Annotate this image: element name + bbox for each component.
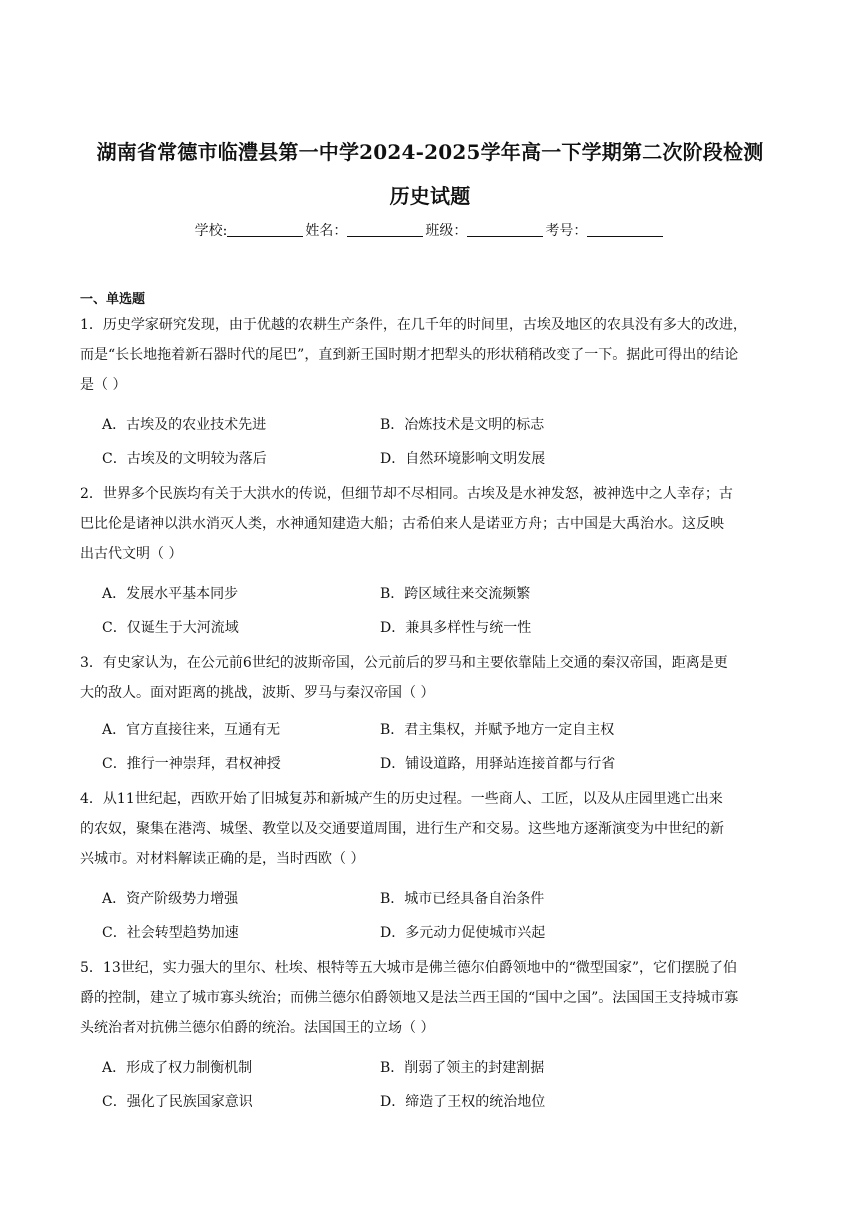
section-heading: 一、单选题 [80,292,146,307]
option-d[interactable]: D．铺设道路，用驿站连接首都与行省 [380,756,616,772]
option-b[interactable]: B．跨区域往来交流频繁 [380,586,531,602]
question-1 [80,310,782,400]
exam-number-label: 考号： [545,223,588,239]
exam-subject: 历史试题 [389,184,471,208]
name-label: 姓名： [305,223,348,239]
option-a[interactable]: A．资产阶级势力增强 [102,891,239,907]
question-line: 2．世界多个民族均有关于大洪水的传说，但细节却不尽相同。古埃及是水神发怒，被神选中之人幸存；古 [80,486,733,502]
class-label: 班级： [425,223,468,239]
question-line: 的农奴，聚集在港湾、城堡、教堂以及交通要道周围，进行生产和交易。这些地方逐渐演变为中世纪的新 [80,821,724,837]
exam-number-blank[interactable] [587,222,663,237]
question-3 [80,648,782,708]
name-blank[interactable] [347,222,423,237]
option-d[interactable]: D．多元动力促使城市兴起 [380,925,546,941]
option-d[interactable]: D．自然环境影响文明发展 [380,451,546,467]
option-c[interactable]: C．强化了民族国家意识 [102,1094,253,1110]
option-b[interactable]: B．冶炼技术是文明的标志 [380,417,545,433]
student-info-line [0,220,860,240]
option-c[interactable]: C．推行一神崇拜，君权神授 [102,756,281,772]
question-line: 兴城市。对材料解读正确的是，当时西欧（ ） [80,851,365,867]
option-c[interactable]: C．古埃及的文明较为落后 [102,451,267,467]
exam-title: 湖南省常德市临澧县第一中学2024-2025学年高一下学期第二次阶段检测 [96,140,764,164]
option-a[interactable]: A．官方直接往来，互通有无 [102,722,281,738]
school-blank[interactable] [227,222,303,237]
class-blank[interactable] [467,222,543,237]
option-a[interactable]: A．古埃及的农业技术先进 [102,417,267,433]
option-b[interactable]: B．城市已经具备自治条件 [380,891,545,907]
question-line: 而是“长长地拖着新石器时代的尾巴”，直到新王国时期才把犁头的形状稍稍改变了一下。据此可得出的结论 [80,347,739,363]
question-line: 头统治者对抗佛兰德尔伯爵的统治。法国国王的立场（ ） [80,1020,435,1036]
option-d[interactable]: D．兼具多样性与统一性 [380,620,532,636]
question-line: 4．从11世纪起，西欧开始了旧城复苏和新城产生的历史过程。一些商人、工匠，以及从庄园里逃亡出来 [80,791,723,807]
option-c[interactable]: C．社会转型趋势加速 [102,925,239,941]
question-2 [80,479,782,569]
option-b[interactable]: B．君主集权，并赋予地方一定自主权 [380,722,615,738]
option-a[interactable]: A．发展水平基本同步 [102,586,239,602]
question-line: 爵的控制，建立了城市寡头统治；而佛兰德尔伯爵领地又是法兰西王国的“国中之国”。法国国王支持城市寡 [80,990,739,1006]
option-c[interactable]: C．仅诞生于大河流域 [102,620,239,636]
question-5 [80,953,782,1043]
question-line: 大的敌人。面对距离的挑战，波斯、罗马与秦汉帝国（ ） [80,685,435,701]
option-b[interactable]: B．削弱了领主的封建割据 [380,1060,545,1076]
question-line: 5．13世纪，实力强大的里尔、杜埃、根特等五大城市是佛兰德尔伯爵领地中的“微型国家”，它们摆脱了伯 [80,960,738,976]
question-line: 3．有史家认为，在公元前6世纪的波斯帝国，公元前后的罗马和主要依靠陆上交通的秦汉帝国，距离是更 [80,655,728,671]
option-a[interactable]: A．形成了权力制衡机制 [102,1060,253,1076]
question-line: 1．历史学家研究发现，由于优越的农耕生产条件，在几千年的时间里，古埃及地区的农具没有多大的改进， [80,317,747,333]
question-4 [80,784,782,874]
option-d[interactable]: D．缔造了王权的统治地位 [380,1094,546,1110]
question-line: 出古代文明（ ） [80,546,183,562]
question-line: 巴比伦是诸神以洪水消灭人类，水神通知建造大船；古希伯来人是诺亚方舟；古中国是大禹治水。这反映 [80,516,724,532]
school-label: 学校: [194,223,228,239]
question-line: 是（ ） [80,377,127,393]
